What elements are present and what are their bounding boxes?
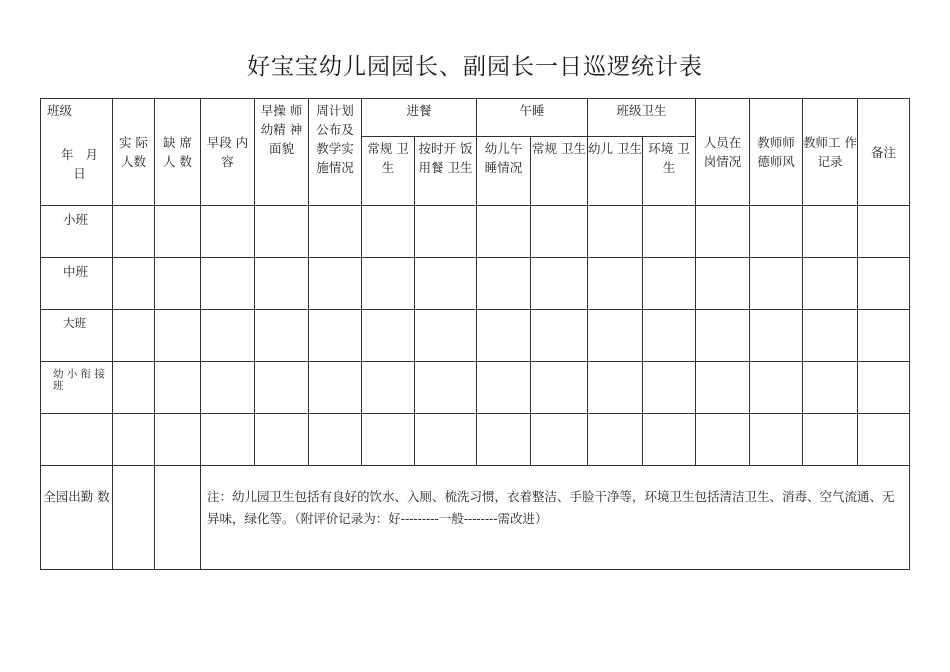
hygiene-children-header: 幼儿 卫生 — [588, 137, 643, 206]
table-cell[interactable] — [531, 258, 588, 310]
table-cell[interactable] — [588, 258, 643, 310]
table-cell[interactable] — [803, 414, 858, 466]
table-cell[interactable] — [588, 206, 643, 258]
table-cell[interactable] — [362, 414, 415, 466]
table-cell[interactable] — [643, 310, 696, 362]
table-cell[interactable] — [750, 206, 803, 258]
table-row — [41, 206, 910, 258]
table-cell[interactable] — [477, 362, 531, 414]
table-cell[interactable] — [201, 258, 255, 310]
table-cell[interactable] — [255, 310, 309, 362]
row-label: 幼 小 衔 接班 — [41, 362, 113, 414]
note-text: 注：幼儿园卫生包括有良好的饮水、入厕、梳洗习惯，衣着整洁、手脸干净等，环境卫生包括清洁卫生、消毒、空气流通、无异味，绿化等。（附评价记录为：好---------一般--------需改进） — [201, 466, 910, 570]
table-cell[interactable] — [858, 310, 910, 362]
class-date-header-cell — [41, 99, 113, 206]
table-row — [41, 310, 910, 362]
table-cell[interactable] — [643, 258, 696, 310]
date-label: 年 月 日 — [61, 147, 102, 181]
table-cell[interactable] — [858, 414, 910, 466]
row-label: 中班 — [41, 258, 113, 310]
patrol-statistics-table — [40, 98, 910, 570]
table-cell[interactable] — [643, 362, 696, 414]
table-cell[interactable] — [477, 258, 531, 310]
morning-exercise-header: 早操 师幼精 神面貌 — [255, 99, 309, 206]
meal-group-header: 进餐 — [362, 99, 477, 137]
table-row — [41, 414, 910, 466]
table-row — [41, 258, 910, 310]
total-attendance-label: 全园出勤 数 — [41, 466, 113, 570]
table-cell[interactable] — [362, 362, 415, 414]
table-cell[interactable] — [696, 362, 750, 414]
table-cell[interactable] — [309, 258, 362, 310]
teacher-ethics-header: 教师师 德师风 — [750, 99, 803, 206]
absent-count-header: 缺 席 人 数 — [155, 99, 201, 206]
table-cell[interactable] — [415, 206, 477, 258]
table-cell[interactable] — [113, 466, 155, 570]
staff-on-duty-header: 人员在 岗情况 — [696, 99, 750, 206]
morning-content-header: 早段 内容 — [201, 99, 255, 206]
table-cell[interactable] — [750, 362, 803, 414]
weekly-plan-header: 周计划 公布及 教学实 施情况 — [309, 99, 362, 206]
table-cell[interactable] — [858, 206, 910, 258]
table-cell[interactable] — [750, 414, 803, 466]
table-cell[interactable] — [113, 414, 155, 466]
table-cell[interactable] — [255, 362, 309, 414]
page-title: 好宝宝幼儿园园长、副园长一日巡逻统计表 — [247, 54, 703, 80]
teacher-records-header: 教师工 作记录 — [803, 99, 858, 206]
table-cell[interactable] — [531, 310, 588, 362]
table-cell[interactable] — [362, 310, 415, 362]
table-cell[interactable] — [531, 414, 588, 466]
class-label: 班级 — [47, 103, 73, 118]
table-cell[interactable] — [155, 414, 201, 466]
table-cell[interactable] — [696, 206, 750, 258]
table-cell[interactable] — [588, 362, 643, 414]
table-cell[interactable] — [255, 414, 309, 466]
table-cell[interactable] — [309, 362, 362, 414]
table-cell[interactable] — [113, 310, 155, 362]
table-cell[interactable] — [155, 206, 201, 258]
nap-routine-hygiene-header: 常规 卫生 — [531, 137, 588, 206]
meal-on-time-header: 按时开 饭用餐 卫生 — [415, 137, 477, 206]
table-cell[interactable] — [309, 206, 362, 258]
meal-routine-hygiene-header: 常规 卫生 — [362, 137, 415, 206]
table-cell[interactable] — [803, 206, 858, 258]
remarks-header: 备注 — [858, 99, 910, 206]
table-cell[interactable] — [362, 206, 415, 258]
table-cell[interactable] — [415, 310, 477, 362]
row-label: 小班 — [41, 206, 113, 258]
row-label — [41, 414, 113, 466]
table-cell[interactable] — [113, 258, 155, 310]
table-cell[interactable] — [696, 258, 750, 310]
table-cell[interactable] — [201, 310, 255, 362]
table-cell[interactable] — [803, 310, 858, 362]
table-cell[interactable] — [531, 206, 588, 258]
table-cell[interactable] — [803, 258, 858, 310]
table-cell[interactable] — [309, 414, 362, 466]
footer-row — [41, 466, 910, 570]
nap-group-header: 午睡 — [477, 99, 588, 137]
table-cell[interactable] — [803, 362, 858, 414]
table-cell[interactable] — [201, 362, 255, 414]
table-cell[interactable] — [588, 310, 643, 362]
table-cell[interactable] — [477, 310, 531, 362]
table-cell[interactable] — [309, 310, 362, 362]
table-row — [41, 362, 910, 414]
table-cell[interactable] — [362, 258, 415, 310]
table-cell[interactable] — [415, 414, 477, 466]
table-cell[interactable] — [155, 362, 201, 414]
class-hygiene-group-header: 班级卫生 — [588, 99, 696, 137]
table-cell[interactable] — [201, 206, 255, 258]
table-cell[interactable] — [588, 414, 643, 466]
table-cell[interactable] — [858, 362, 910, 414]
nap-children-header: 幼儿午 睡情况 — [477, 137, 531, 206]
table-cell[interactable] — [255, 206, 309, 258]
table-cell[interactable] — [255, 258, 309, 310]
hygiene-environment-header: 环境 卫生 — [643, 137, 696, 206]
table-cell[interactable] — [477, 414, 531, 466]
actual-count-header: 实 际 人数 — [113, 99, 155, 206]
table-cell[interactable] — [415, 258, 477, 310]
row-label: 大班 — [41, 310, 113, 362]
table-cell[interactable] — [858, 258, 910, 310]
table-cell[interactable] — [643, 414, 696, 466]
table-cell[interactable] — [477, 206, 531, 258]
table-cell[interactable] — [113, 206, 155, 258]
table-cell[interactable] — [155, 258, 201, 310]
table-cell[interactable] — [750, 258, 803, 310]
table-cell[interactable] — [201, 414, 255, 466]
table-cell[interactable] — [696, 310, 750, 362]
table-cell[interactable] — [750, 310, 803, 362]
table-cell[interactable] — [415, 362, 477, 414]
table-cell[interactable] — [155, 310, 201, 362]
table-cell[interactable] — [155, 466, 201, 570]
table-cell[interactable] — [113, 362, 155, 414]
table-cell[interactable] — [696, 414, 750, 466]
table-cell[interactable] — [643, 206, 696, 258]
table-cell[interactable] — [531, 362, 588, 414]
